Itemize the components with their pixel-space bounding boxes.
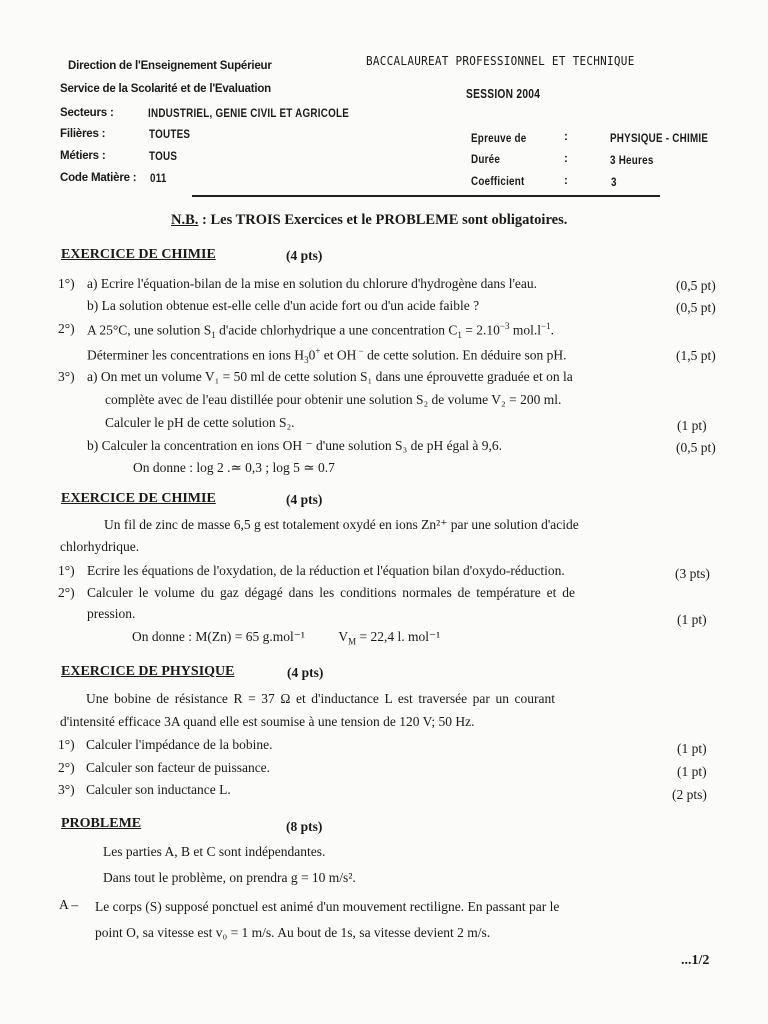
value-epreuve: PHYSIQUE - CHIMIE (610, 131, 709, 145)
ex3-q1: Calculer l'impédance de la bobine. (86, 737, 273, 752)
value-coefficient: 3 (611, 175, 617, 189)
prob-title: PROBLEME (61, 816, 142, 831)
ex2-intro-line1: Un fil de zinc de masse 6,5 g est totalement oxydé en ions Zn²⁺ par une solution d'acide (104, 517, 579, 532)
label-epreuve: Epreuve de (471, 131, 527, 145)
ex1-q1a: a) Ecrire l'équation-bilan de la mise en solution du chlorure d'hydrogène dans l'eau. (87, 276, 538, 291)
ex1-q2-line1-sup2: −1 (540, 321, 551, 331)
ex2-points: (4 pts) (286, 492, 323, 507)
header-direction: Direction de l'Enseignement Supérieur (68, 60, 272, 72)
label-metiers: Métiers : (60, 150, 106, 162)
label-code-matiere: Code Matière : (60, 172, 137, 184)
ex2-donne-a: On donne : M(Zn) = 65 g.mol⁻¹ V (132, 629, 349, 644)
ex1-q2-line2-sup: + (315, 346, 321, 356)
prob-a-line1: Le corps (S) supposé ponctuel est animé d'un mouvement rectiligne. En passant par le (95, 899, 560, 914)
ex3-q1-num: 1°) (58, 737, 75, 752)
ex1-q2-line1-e: . (550, 322, 554, 338)
ex2-donne-sub: M (348, 636, 357, 647)
label-coefficient: Coefficient (471, 174, 525, 188)
ex1-q1a-pts: (0,5 pt) (676, 278, 716, 293)
ex1-q2-line1-sup: −3 (499, 321, 510, 331)
header-rule (192, 195, 660, 197)
ex2-donne (132, 629, 440, 647)
ex1-q2-line2-c: et OH (320, 347, 357, 363)
ex2-intro-line2: chlorhydrique. (60, 539, 140, 554)
value-filieres: TOUTES (149, 127, 191, 141)
ex3-q2-num: 2°) (58, 760, 75, 775)
colon-coefficient: : (564, 175, 568, 187)
ex3-q3-num: 3°) (58, 782, 75, 797)
ex2-donne-b: = 22,4 l. mol⁻¹ (356, 629, 441, 644)
prob-a-line2: point O, sa vitesse est v₀ = 1 m/s. Au bout de 1s, sa vitesse devient 2 m/s. (95, 925, 491, 940)
value-duree: 3 Heures (610, 153, 654, 167)
header-bac-title: BACCALAUREAT PROFESSIONNEL ET TECHNIQUE (366, 53, 635, 68)
ex3-q3: Calculer son inductance L. (86, 782, 231, 797)
colon-duree: : (564, 153, 568, 165)
ex3-q2: Calculer son facteur de puissance. (86, 760, 271, 775)
nb-label: N.B. (171, 212, 199, 228)
ex1-donne: On donne : log 2 .≃ 0,3 ; log 5 ≃ 0.7 (133, 460, 335, 475)
ex1-q2-line1-b: d'acide chlorhydrique a une concentration C (215, 322, 458, 338)
ex1-q2-line1-sub2: 1 (457, 330, 462, 341)
ex2-q2-line2: pression. (87, 606, 136, 621)
ex1-q2-line1-d: mol.l (509, 322, 541, 338)
ex1-q1b: b) La solution obtenue est-elle celle d'un acide fort ou d'un acide faible ? (87, 298, 480, 313)
prob-line1: Les parties A, B et C sont indépendantes. (103, 844, 326, 859)
ex1-q3b: b) Calculer la concentration en ions OH ⁻ d'une solution S₃ de pH égal à 9,6. (87, 438, 503, 453)
ex1-q1-num: 1°) (58, 276, 75, 291)
ex3-q3-pts: (2 pts) (672, 787, 707, 802)
ex1-q2-pts: (1,5 pt) (676, 348, 716, 363)
ex3-q2-pts: (1 pt) (677, 764, 707, 779)
ex2-q1-num: 1°) (58, 563, 75, 578)
ex3-points: (4 pts) (287, 665, 324, 680)
ex1-q3a-line2: complète avec de l'eau distillée pour obtenir une solution S₂ de volume V₂ = 200 ml. (105, 392, 562, 407)
ex1-q3-num: 3°) (58, 369, 75, 384)
label-secteurs: Secteurs : (60, 107, 114, 119)
ex1-q2-line2-d: de cette solution. En déduire son pH. (363, 347, 567, 363)
value-metiers: TOUS (149, 149, 178, 163)
ex1-q2-line2-sub: 3 (304, 355, 309, 366)
ex1-title: EXERCICE DE CHIMIE (61, 247, 216, 262)
page-number: ...1/2 (681, 953, 710, 968)
label-filieres: Filières : (60, 128, 106, 140)
ex3-intro-line1: Une bobine de résistance R = 37 Ω et d'inductance L est traversée par un courant (86, 691, 556, 706)
ex2-q1-pts: (3 pts) (675, 566, 710, 581)
prob-a-label: A – (59, 897, 79, 912)
prob-line2: Dans tout le problème, on prendra g = 10 m/s². (103, 870, 356, 885)
ex3-intro-line2: d'intensité efficace 3A quand elle est soumise à une tension de 120 V; 50 Hz. (60, 714, 475, 729)
colon-epreuve: : (564, 131, 568, 143)
ex1-q2-line1-sub: 1 (211, 330, 216, 341)
label-duree: Durée (471, 152, 501, 166)
ex1-points: (4 pts) (286, 248, 323, 263)
ex1-q1b-pts: (0,5 pt) (676, 300, 716, 315)
ex1-q3a-line3: Calculer le pH de cette solution S₂. (105, 415, 295, 430)
nb-line (171, 212, 567, 229)
ex2-q2-line1: Calculer le volume du gaz dégagé dans les conditions normales de température et de (87, 585, 575, 600)
header-session: SESSION 2004 (466, 87, 541, 101)
ex1-q2-line2 (87, 346, 567, 365)
ex2-q2-num: 2°) (58, 585, 75, 600)
ex2-title: EXERCICE DE CHIMIE (61, 491, 216, 506)
ex1-q2-line2-a: Déterminer les concentrations en ions H (87, 347, 305, 363)
ex3-title: EXERCICE DE PHYSIQUE (61, 664, 235, 679)
ex1-q2-line1-c: = 2.10 (461, 322, 500, 338)
header-service: Service de la Scolarité et de l'Evaluation (60, 83, 272, 95)
ex2-q2-pts: (1 pt) (677, 612, 707, 627)
ex1-q2-line1 (87, 321, 554, 340)
value-secteurs: INDUSTRIEL, GENIE CIVIL ET AGRICOLE (148, 106, 350, 120)
value-code-matiere: 011 (150, 171, 167, 185)
ex1-q2-line2-sup2: − (356, 346, 364, 356)
ex2-q1: Ecrire les équations de l'oxydation, de la réduction et l'équation bilan d'oxydo-réduction. (87, 563, 565, 578)
ex1-q2-num: 2°) (58, 321, 75, 336)
ex1-q3a-line1: a) On met un volume V₁ = 50 ml de cette solution S₁ dans une éprouvette graduée et on la (87, 369, 573, 384)
ex1-q3a-pts: (1 pt) (677, 418, 707, 433)
ex1-q2-line2-b: 0 (308, 347, 316, 363)
nb-text: : Les TROIS Exercices et le PROBLEME sont obligatoires. (198, 212, 568, 228)
ex1-q3b-pts: (0,5 pt) (676, 440, 716, 455)
prob-points: (8 pts) (286, 819, 323, 834)
ex1-q2-line1-a: A 25°C, une solution S (87, 322, 212, 338)
ex3-q1-pts: (1 pt) (677, 741, 707, 756)
